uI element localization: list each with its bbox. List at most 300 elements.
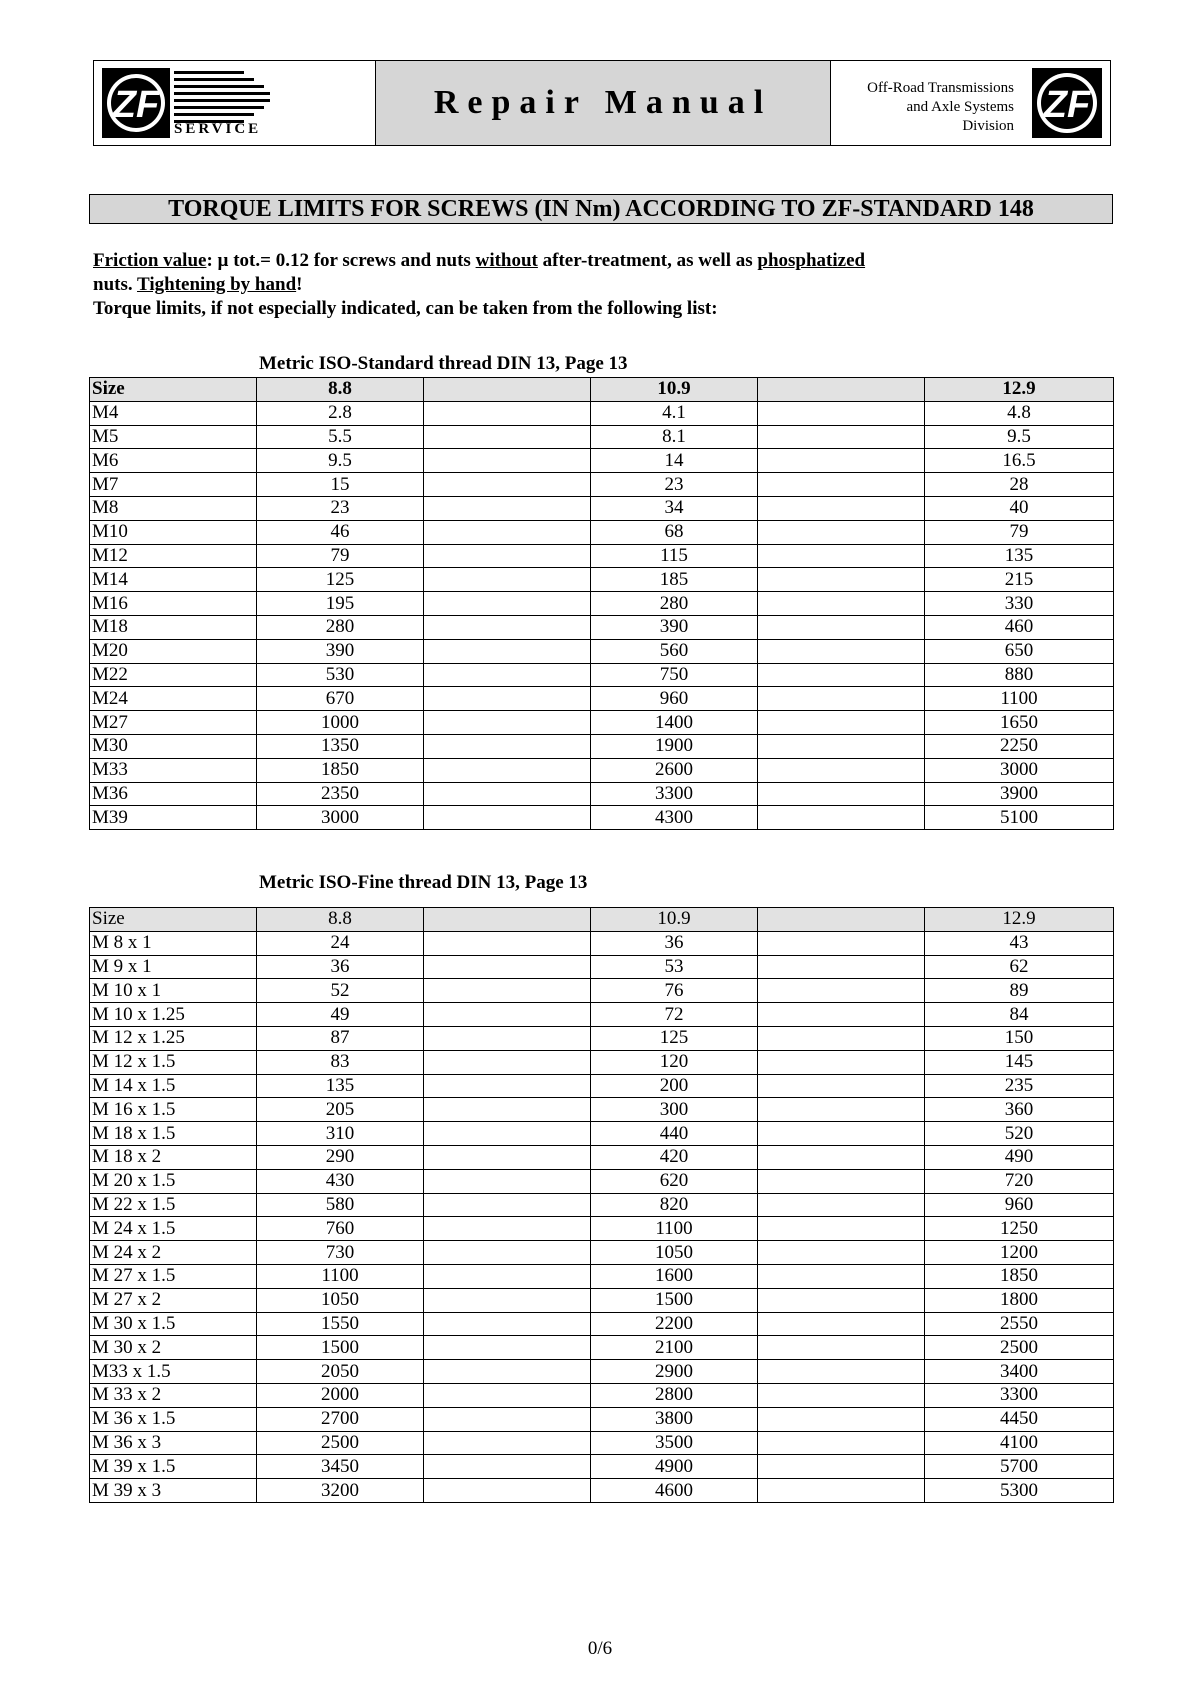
torque-cell: 46 bbox=[257, 520, 424, 544]
spacer-cell bbox=[758, 520, 925, 544]
spacer-cell bbox=[424, 544, 591, 568]
spacer-cell bbox=[424, 1431, 591, 1455]
spacer-cell bbox=[758, 806, 925, 830]
spacer-cell bbox=[758, 1122, 925, 1146]
torque-cell: 4600 bbox=[591, 1479, 758, 1503]
size-cell: M 10 x 1.25 bbox=[90, 1003, 257, 1027]
spacer-cell bbox=[758, 1383, 925, 1407]
torque-cell: 8.1 bbox=[591, 425, 758, 449]
division-text bbox=[867, 79, 1014, 136]
torque-cell: 290 bbox=[257, 1145, 424, 1169]
spacer-cell bbox=[424, 1050, 591, 1074]
table-row bbox=[90, 1241, 1114, 1265]
table-row bbox=[90, 806, 1114, 830]
torque-cell: 3800 bbox=[591, 1407, 758, 1431]
friction-text-2: after-treatment, as well as bbox=[537, 250, 758, 271]
fine-table-body bbox=[90, 908, 1114, 1503]
torque-cell: 23 bbox=[591, 473, 758, 497]
spacer-cell bbox=[424, 806, 591, 830]
torque-cell: 2.8 bbox=[257, 401, 424, 425]
torque-cell: 36 bbox=[591, 931, 758, 955]
torque-cell: 1350 bbox=[257, 734, 424, 758]
size-cell: M16 bbox=[90, 592, 257, 616]
torque-cell: 14 bbox=[591, 449, 758, 473]
torque-cell: 310 bbox=[257, 1122, 424, 1146]
torque-cell: 145 bbox=[925, 1050, 1114, 1074]
spacer-cell bbox=[758, 1455, 925, 1479]
table-row bbox=[90, 1312, 1114, 1336]
torque-cell: 390 bbox=[257, 639, 424, 663]
size-cell: M30 bbox=[90, 734, 257, 758]
spacer-cell bbox=[424, 1003, 591, 1027]
torque-cell: 200 bbox=[591, 1074, 758, 1098]
spacer-cell bbox=[424, 1193, 591, 1217]
torque-cell: 2600 bbox=[591, 758, 758, 782]
size-cell: M27 bbox=[90, 711, 257, 735]
spacer-cell bbox=[424, 1407, 591, 1431]
spacer-cell bbox=[758, 1288, 925, 1312]
spacer-cell bbox=[424, 1122, 591, 1146]
header-cell: 10.9 bbox=[591, 908, 758, 932]
header-cell: Size bbox=[90, 908, 257, 932]
spacer-cell bbox=[758, 979, 925, 1003]
torque-cell: 185 bbox=[591, 568, 758, 592]
header-cell bbox=[424, 908, 591, 932]
torque-cell: 195 bbox=[257, 592, 424, 616]
spacer-cell bbox=[424, 1455, 591, 1479]
table-row bbox=[90, 1193, 1114, 1217]
header-cell: 8.8 bbox=[257, 378, 424, 402]
torque-cell: 52 bbox=[257, 979, 424, 1003]
header-cell: 12.9 bbox=[925, 378, 1114, 402]
spacer-cell bbox=[758, 1098, 925, 1122]
table-header-row bbox=[90, 908, 1114, 932]
size-cell: M22 bbox=[90, 663, 257, 687]
torque-cell: 235 bbox=[925, 1074, 1114, 1098]
spacer-cell bbox=[424, 1026, 591, 1050]
torque-cell: 300 bbox=[591, 1098, 758, 1122]
torque-cell: 115 bbox=[591, 544, 758, 568]
size-cell: M 12 x 1.5 bbox=[90, 1050, 257, 1074]
table-row bbox=[90, 1169, 1114, 1193]
size-cell: M8 bbox=[90, 496, 257, 520]
spacer-cell bbox=[758, 425, 925, 449]
spacer-cell bbox=[424, 592, 591, 616]
table-row bbox=[90, 639, 1114, 663]
torque-cell: 2000 bbox=[257, 1383, 424, 1407]
spacer-cell bbox=[424, 955, 591, 979]
torque-cell: 1650 bbox=[925, 711, 1114, 735]
size-cell: M18 bbox=[90, 615, 257, 639]
torque-cell: 79 bbox=[257, 544, 424, 568]
torque-cell: 1050 bbox=[257, 1288, 424, 1312]
spacer-cell bbox=[424, 931, 591, 955]
torque-cell: 650 bbox=[925, 639, 1114, 663]
torque-cell: 4.1 bbox=[591, 401, 758, 425]
size-cell: M 36 x 1.5 bbox=[90, 1407, 257, 1431]
torque-cell: 4100 bbox=[925, 1431, 1114, 1455]
torque-cell: 1850 bbox=[925, 1264, 1114, 1288]
torque-cell: 1250 bbox=[925, 1217, 1114, 1241]
torque-cell: 280 bbox=[591, 592, 758, 616]
size-cell: M 24 x 1.5 bbox=[90, 1217, 257, 1241]
torque-cell: 40 bbox=[925, 496, 1114, 520]
size-cell: M 12 x 1.25 bbox=[90, 1026, 257, 1050]
torque-cell: 5100 bbox=[925, 806, 1114, 830]
size-cell: M 14 x 1.5 bbox=[90, 1074, 257, 1098]
table-row bbox=[90, 1479, 1114, 1503]
torque-cell: 2100 bbox=[591, 1336, 758, 1360]
spacer-cell bbox=[758, 1193, 925, 1217]
torque-cell: 3200 bbox=[257, 1479, 424, 1503]
zf-service-logo-block bbox=[94, 61, 376, 145]
torque-cell: 330 bbox=[925, 592, 1114, 616]
spacer-cell bbox=[758, 1241, 925, 1265]
torque-cell: 150 bbox=[925, 1026, 1114, 1050]
speed-lines-icon bbox=[174, 69, 270, 129]
torque-cell: 9.5 bbox=[925, 425, 1114, 449]
table-row bbox=[90, 1288, 1114, 1312]
torque-cell: 3000 bbox=[257, 806, 424, 830]
torque-cell: 460 bbox=[925, 615, 1114, 639]
spacer-cell bbox=[758, 639, 925, 663]
spacer-cell bbox=[758, 734, 925, 758]
spacer-cell bbox=[424, 1336, 591, 1360]
torque-cell: 53 bbox=[591, 955, 758, 979]
friction-text-1: : µ tot.= 0.12 for screws and nuts bbox=[206, 250, 476, 271]
torque-cell: 72 bbox=[591, 1003, 758, 1027]
spacer-cell bbox=[758, 1407, 925, 1431]
torque-cell: 1100 bbox=[591, 1217, 758, 1241]
spacer-cell bbox=[758, 1169, 925, 1193]
table-row bbox=[90, 615, 1114, 639]
division-line-3: Division bbox=[962, 118, 1014, 134]
spacer-cell bbox=[424, 496, 591, 520]
service-label: SERVICE bbox=[174, 121, 262, 137]
friction-label: Friction value bbox=[93, 250, 207, 271]
torque-cell: 360 bbox=[925, 1098, 1114, 1122]
table-row bbox=[90, 520, 1114, 544]
header-cell: Size bbox=[90, 378, 257, 402]
spacer-cell bbox=[424, 687, 591, 711]
torque-cell: 5700 bbox=[925, 1455, 1114, 1479]
tightening-text: Tightening by hand bbox=[137, 274, 297, 295]
torque-cell: 68 bbox=[591, 520, 758, 544]
spacer-cell bbox=[758, 663, 925, 687]
spacer-cell bbox=[758, 592, 925, 616]
spacer-cell bbox=[424, 639, 591, 663]
spacer-cell bbox=[758, 1003, 925, 1027]
torque-cell: 520 bbox=[925, 1122, 1114, 1146]
torque-cell: 440 bbox=[591, 1122, 758, 1146]
size-cell: M 39 x 3 bbox=[90, 1479, 257, 1503]
torque-cell: 820 bbox=[591, 1193, 758, 1217]
torque-cell: 43 bbox=[925, 931, 1114, 955]
header-cell bbox=[424, 378, 591, 402]
spacer-cell bbox=[424, 1098, 591, 1122]
table-row bbox=[90, 734, 1114, 758]
torque-cell: 2800 bbox=[591, 1383, 758, 1407]
torque-cell: 2700 bbox=[257, 1407, 424, 1431]
table-row bbox=[90, 1336, 1114, 1360]
spacer-cell bbox=[424, 711, 591, 735]
torque-cell: 215 bbox=[925, 568, 1114, 592]
size-cell: M 16 x 1.5 bbox=[90, 1098, 257, 1122]
table-row bbox=[90, 1050, 1114, 1074]
header-cell bbox=[758, 378, 925, 402]
spacer-cell bbox=[758, 1050, 925, 1074]
size-cell: M36 bbox=[90, 782, 257, 806]
spacer-cell bbox=[424, 615, 591, 639]
table-row bbox=[90, 979, 1114, 1003]
torque-cell: 960 bbox=[591, 687, 758, 711]
header-cell: 10.9 bbox=[591, 378, 758, 402]
spacer-cell bbox=[424, 1074, 591, 1098]
torque-cell: 2900 bbox=[591, 1360, 758, 1384]
table-row bbox=[90, 544, 1114, 568]
table-row bbox=[90, 782, 1114, 806]
torque-cell: 87 bbox=[257, 1026, 424, 1050]
torque-cell: 490 bbox=[925, 1145, 1114, 1169]
without-word: without bbox=[475, 250, 538, 271]
torque-cell: 62 bbox=[925, 955, 1114, 979]
size-cell: M 30 x 2 bbox=[90, 1336, 257, 1360]
intro-line-3: Torque limits, if not especially indicated, can be taken from the following list: bbox=[93, 298, 718, 319]
torque-cell: 5.5 bbox=[257, 425, 424, 449]
torque-cell: 28 bbox=[925, 473, 1114, 497]
size-cell: M14 bbox=[90, 568, 257, 592]
size-cell: M 27 x 1.5 bbox=[90, 1264, 257, 1288]
svg-text:ZF: ZF bbox=[112, 84, 160, 126]
spacer-cell bbox=[424, 782, 591, 806]
table-row bbox=[90, 711, 1114, 735]
torque-cell: 3900 bbox=[925, 782, 1114, 806]
spacer-cell bbox=[758, 1431, 925, 1455]
torque-cell: 125 bbox=[257, 568, 424, 592]
table-row bbox=[90, 955, 1114, 979]
torque-cell: 4900 bbox=[591, 1455, 758, 1479]
torque-cell: 2500 bbox=[925, 1336, 1114, 1360]
torque-cell: 1600 bbox=[591, 1264, 758, 1288]
spacer-cell bbox=[758, 758, 925, 782]
size-cell: M39 bbox=[90, 806, 257, 830]
torque-cell: 34 bbox=[591, 496, 758, 520]
spacer-cell bbox=[758, 1217, 925, 1241]
torque-cell: 23 bbox=[257, 496, 424, 520]
spacer-cell bbox=[758, 401, 925, 425]
torque-cell: 79 bbox=[925, 520, 1114, 544]
manual-title: Repair Manual bbox=[433, 84, 773, 121]
torque-cell: 1050 bbox=[591, 1241, 758, 1265]
torque-cell: 89 bbox=[925, 979, 1114, 1003]
spacer-cell bbox=[758, 473, 925, 497]
table-row bbox=[90, 1360, 1114, 1384]
spacer-cell bbox=[424, 425, 591, 449]
torque-cell: 3300 bbox=[591, 782, 758, 806]
torque-cell: 750 bbox=[591, 663, 758, 687]
torque-cell: 125 bbox=[591, 1026, 758, 1050]
size-cell: M 10 x 1 bbox=[90, 979, 257, 1003]
table-row bbox=[90, 449, 1114, 473]
torque-cell: 4.8 bbox=[925, 401, 1114, 425]
torque-cell: 1100 bbox=[257, 1264, 424, 1288]
torque-cell: 49 bbox=[257, 1003, 424, 1027]
standard-table-caption: Metric ISO-Standard thread DIN 13, Page 13 bbox=[259, 353, 628, 374]
spacer-cell bbox=[758, 568, 925, 592]
zf-logo-icon bbox=[1032, 68, 1102, 138]
spacer-cell bbox=[424, 1383, 591, 1407]
manual-title-cell bbox=[376, 61, 831, 145]
spacer-cell bbox=[758, 1336, 925, 1360]
torque-cell: 420 bbox=[591, 1145, 758, 1169]
size-cell: M5 bbox=[90, 425, 257, 449]
torque-cell: 960 bbox=[925, 1193, 1114, 1217]
size-cell: M 33 x 2 bbox=[90, 1383, 257, 1407]
size-cell: M 39 x 1.5 bbox=[90, 1455, 257, 1479]
torque-cell: 1550 bbox=[257, 1312, 424, 1336]
exclaim: ! bbox=[296, 274, 303, 295]
spacer-cell bbox=[758, 1264, 925, 1288]
torque-cell: 83 bbox=[257, 1050, 424, 1074]
torque-cell: 2550 bbox=[925, 1312, 1114, 1336]
intro-line-2 bbox=[93, 273, 1103, 297]
spacer-cell bbox=[424, 663, 591, 687]
torque-cell: 560 bbox=[591, 639, 758, 663]
size-cell: M20 bbox=[90, 639, 257, 663]
size-cell: M33 bbox=[90, 758, 257, 782]
table-row bbox=[90, 1217, 1114, 1241]
spacer-cell bbox=[758, 1145, 925, 1169]
torque-cell: 880 bbox=[925, 663, 1114, 687]
spacer-cell bbox=[424, 1288, 591, 1312]
division-line-2: and Axle Systems bbox=[906, 99, 1014, 115]
table-row bbox=[90, 401, 1114, 425]
spacer-cell bbox=[424, 473, 591, 497]
header-cell bbox=[758, 908, 925, 932]
spacer-cell bbox=[424, 979, 591, 1003]
torque-cell: 3000 bbox=[925, 758, 1114, 782]
torque-cell: 1200 bbox=[925, 1241, 1114, 1265]
spacer-cell bbox=[758, 544, 925, 568]
spacer-cell bbox=[758, 782, 925, 806]
torque-cell: 1500 bbox=[591, 1288, 758, 1312]
spacer-cell bbox=[424, 568, 591, 592]
standard-table-body bbox=[90, 378, 1114, 830]
torque-cell: 3300 bbox=[925, 1383, 1114, 1407]
torque-cell: 3400 bbox=[925, 1360, 1114, 1384]
spacer-cell bbox=[758, 1312, 925, 1336]
size-cell: M4 bbox=[90, 401, 257, 425]
torque-cell: 1000 bbox=[257, 711, 424, 735]
size-cell: M12 bbox=[90, 544, 257, 568]
spacer-cell bbox=[758, 615, 925, 639]
division-cell bbox=[831, 61, 1110, 145]
torque-cell: 3450 bbox=[257, 1455, 424, 1479]
table-header-row bbox=[90, 378, 1114, 402]
spacer-cell bbox=[758, 1360, 925, 1384]
table-row bbox=[90, 592, 1114, 616]
size-cell: M10 bbox=[90, 520, 257, 544]
header-cell: 12.9 bbox=[925, 908, 1114, 932]
table-row bbox=[90, 1383, 1114, 1407]
torque-cell: 2500 bbox=[257, 1431, 424, 1455]
torque-cell: 135 bbox=[925, 544, 1114, 568]
size-cell: M24 bbox=[90, 687, 257, 711]
torque-cell: 4450 bbox=[925, 1407, 1114, 1431]
size-cell: M 27 x 2 bbox=[90, 1288, 257, 1312]
size-cell: M 30 x 1.5 bbox=[90, 1312, 257, 1336]
spacer-cell bbox=[424, 758, 591, 782]
torque-cell: 430 bbox=[257, 1169, 424, 1193]
table-row bbox=[90, 1455, 1114, 1479]
spacer-cell bbox=[424, 1312, 591, 1336]
torque-cell: 3500 bbox=[591, 1431, 758, 1455]
torque-cell: 2250 bbox=[925, 734, 1114, 758]
spacer-cell bbox=[758, 711, 925, 735]
torque-cell: 580 bbox=[257, 1193, 424, 1217]
phosphatized-word: phosphatized bbox=[757, 250, 866, 271]
spacer-cell bbox=[424, 1217, 591, 1241]
table-row bbox=[90, 1264, 1114, 1288]
table-row bbox=[90, 1026, 1114, 1050]
torque-cell: 1800 bbox=[925, 1288, 1114, 1312]
spacer-cell bbox=[424, 1360, 591, 1384]
size-cell: M 18 x 1.5 bbox=[90, 1122, 257, 1146]
table-row bbox=[90, 1098, 1114, 1122]
torque-cell: 205 bbox=[257, 1098, 424, 1122]
torque-cell: 9.5 bbox=[257, 449, 424, 473]
spacer-cell bbox=[424, 1145, 591, 1169]
torque-cell: 76 bbox=[591, 979, 758, 1003]
spacer-cell bbox=[758, 1026, 925, 1050]
header-cell: 8.8 bbox=[257, 908, 424, 932]
intro-paragraph bbox=[93, 249, 1103, 321]
spacer-cell bbox=[424, 1169, 591, 1193]
standard-thread-table bbox=[89, 377, 1114, 830]
torque-cell: 1900 bbox=[591, 734, 758, 758]
size-cell: M 24 x 2 bbox=[90, 1241, 257, 1265]
size-cell: M 18 x 2 bbox=[90, 1145, 257, 1169]
size-cell: M 36 x 3 bbox=[90, 1431, 257, 1455]
torque-cell: 760 bbox=[257, 1217, 424, 1241]
spacer-cell bbox=[758, 449, 925, 473]
spacer-cell bbox=[424, 1241, 591, 1265]
torque-cell: 120 bbox=[591, 1050, 758, 1074]
size-cell: M 22 x 1.5 bbox=[90, 1193, 257, 1217]
spacer-cell bbox=[424, 1264, 591, 1288]
table-row bbox=[90, 473, 1114, 497]
table-row bbox=[90, 496, 1114, 520]
table-row bbox=[90, 1145, 1114, 1169]
document-header bbox=[93, 60, 1111, 146]
spacer-cell bbox=[424, 520, 591, 544]
torque-cell: 1100 bbox=[925, 687, 1114, 711]
size-cell: M7 bbox=[90, 473, 257, 497]
table-row bbox=[90, 1431, 1114, 1455]
torque-cell: 670 bbox=[257, 687, 424, 711]
torque-cell: 390 bbox=[591, 615, 758, 639]
table-row bbox=[90, 687, 1114, 711]
nuts-word: nuts. bbox=[93, 274, 138, 295]
table-row bbox=[90, 425, 1114, 449]
spacer-cell bbox=[758, 955, 925, 979]
size-cell: M 20 x 1.5 bbox=[90, 1169, 257, 1193]
torque-cell: 720 bbox=[925, 1169, 1114, 1193]
spacer-cell bbox=[424, 734, 591, 758]
torque-cell: 2200 bbox=[591, 1312, 758, 1336]
torque-cell: 24 bbox=[257, 931, 424, 955]
page-number: 0/6 bbox=[587, 1638, 613, 1659]
